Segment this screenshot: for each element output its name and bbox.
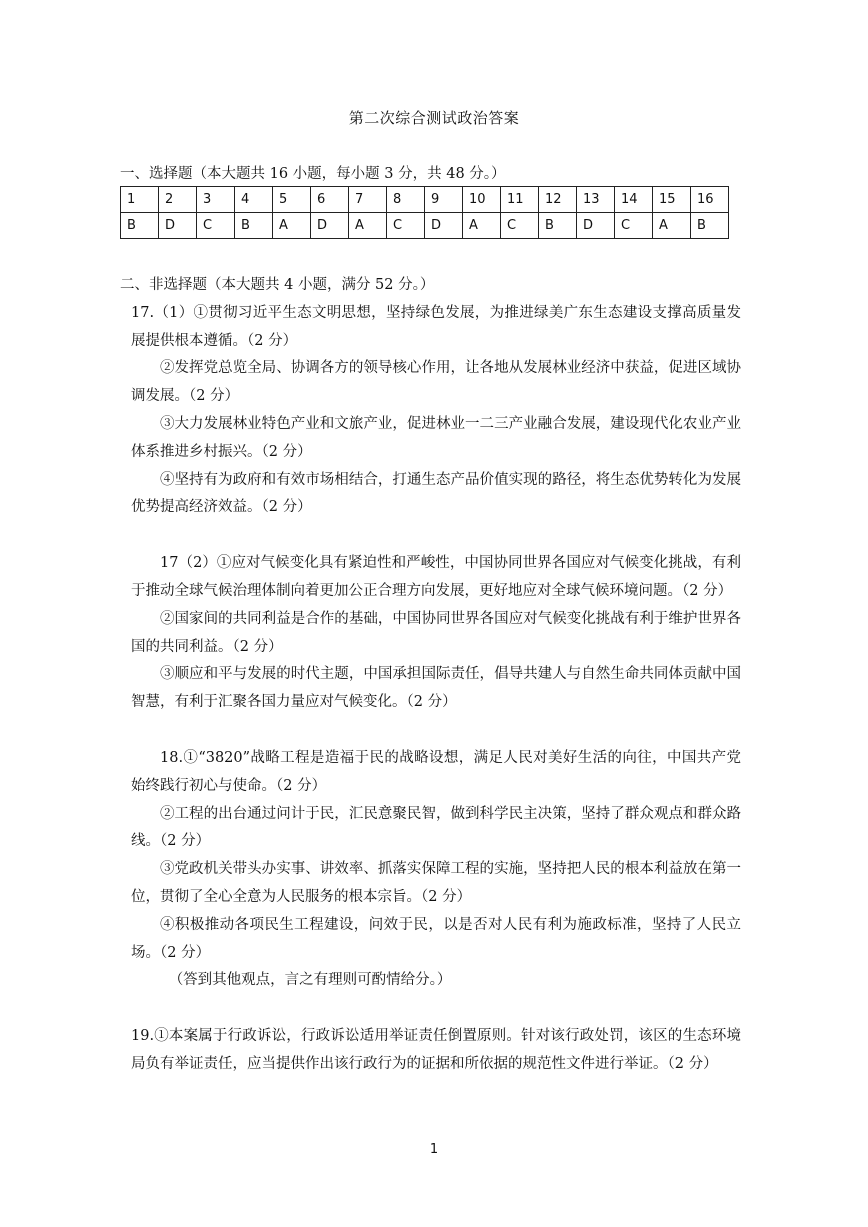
q17-1-paragraph-1: 17.（1）①贯彻习近平生态文明思想，坚持绿色发展，为推进绿美广东生态建设支撑高质量发展提供根本遵循。（2 分） bbox=[131, 304, 741, 349]
q18-paragraph-2: ②工程的出台通过问计于民，汇民意聚民智，做到科学民主决策，坚持了群众观点和群众路线。（2 分） bbox=[131, 805, 741, 850]
answer-cell: A bbox=[463, 213, 501, 239]
q17-2-paragraph-1: 17（2）①应对气候变化具有紧迫性和严峻性，中国协同世界各国应对气候变化挑战，有利于推动全球气候治理体制向着更加公正合理方向发展，更好地应对全球气候环境问题。（2 分） bbox=[131, 555, 741, 599]
answer-cell: D bbox=[159, 213, 197, 239]
q17-1-paragraph-3: ③大力发展林业特色产业和文旅产业，促进林业一二三产业融合发展，建设现代化农业产业体系推进乡村振兴。（2 分） bbox=[131, 415, 741, 460]
question-number-cell: 2 bbox=[159, 187, 197, 213]
question-number-cell: 4 bbox=[235, 187, 273, 213]
answer-table-answer-row bbox=[121, 213, 729, 239]
question-number-cell: 10 bbox=[463, 187, 501, 213]
answer-cell: C bbox=[197, 213, 235, 239]
answer-cell: C bbox=[615, 213, 653, 239]
question-number-cell: 5 bbox=[273, 187, 311, 213]
question-number-cell: 14 bbox=[615, 187, 653, 213]
answer-cell: D bbox=[425, 213, 463, 239]
q17-2-paragraph-3: ③顺应和平与发展的时代主题，中国承担国际责任，倡导共建人与自然生命共同体贡献中国智慧，有利于汇聚各国力量应对气候变化。（2 分） bbox=[131, 666, 741, 711]
page-number: 1 bbox=[429, 1142, 439, 1157]
answer-cell: A bbox=[349, 213, 387, 239]
answer-cell: C bbox=[501, 213, 539, 239]
question-number-cell: 15 bbox=[653, 187, 691, 213]
answer-cell: A bbox=[273, 213, 311, 239]
answer-cell: B bbox=[121, 213, 159, 239]
answer-cell: B bbox=[539, 213, 577, 239]
answer-table-number-row bbox=[121, 187, 729, 213]
answer-cell: D bbox=[311, 213, 349, 239]
answer-cell: D bbox=[577, 213, 615, 239]
question-number-cell: 16 bbox=[691, 187, 729, 213]
question-number-cell: 8 bbox=[387, 187, 425, 213]
question-number-cell: 9 bbox=[425, 187, 463, 213]
answer-table bbox=[120, 186, 729, 239]
question-number-cell: 7 bbox=[349, 187, 387, 213]
section2-heading: 二、非选择题（本大题共 4 小题，满分 52 分。） bbox=[120, 277, 435, 293]
question-number-cell: 13 bbox=[577, 187, 615, 213]
section1-heading: 一、选择题（本大题共 16 小题，每小题 3 分，共 48 分。） bbox=[120, 166, 506, 182]
page-title: 第二次综合测试政治答案 bbox=[348, 109, 520, 127]
q18-paragraph-3: ③党政机关带头办实事、讲效率、抓落实保障工程的实施，坚持把人民的根本利益放在第一位，贯彻了全心全意为人民服务的根本宗旨。（2 分） bbox=[131, 861, 741, 905]
q17-1-paragraph-2: ②发挥党总览全局、协调各方的领导核心作用，让各地从发展林业经济中获益，促进区域协调发展。（2 分） bbox=[131, 360, 741, 405]
answer-content bbox=[120, 272, 741, 1079]
q18-paragraph-4: ④积极推动各项民生工程建设，问效于民，以是否对人民有利为施政标准，坚持了人民立场。（2 分） bbox=[131, 916, 741, 961]
answer-cell: C bbox=[387, 213, 425, 239]
q17-1-paragraph-4: ④坚持有为政府和有效市场相结合，打通生态产品价值实现的路径，将生态优势转化为发展优势提高经济效益。（2 分） bbox=[131, 471, 741, 516]
question-number-cell: 12 bbox=[539, 187, 577, 213]
q17-2-paragraph-2: ②国家间的共同利益是合作的基础，中国协同世界各国应对气候变化挑战有利于维护世界各国的共同利益。（2 分） bbox=[131, 610, 741, 655]
answer-cell: B bbox=[691, 213, 729, 239]
answer-cell: A bbox=[653, 213, 691, 239]
answer-cell: B bbox=[235, 213, 273, 239]
q18-paragraph-1: 18.①“3820”战略工程是造福于民的战略设想，满足人民对美好生活的向往，中国共产党始终践行初心与使命。（2 分） bbox=[131, 749, 741, 794]
question-number-cell: 6 bbox=[311, 187, 349, 213]
question-number-cell: 11 bbox=[501, 187, 539, 213]
q19-paragraph-1: 19.①本案属于行政诉讼，行政诉讼适用举证责任倒置原则。针对该行政处罚，该区的生态环境局负有举证责任，应当提供作出该行政行为的证据和所依据的规范性文件进行举证。（2 分） bbox=[131, 1028, 741, 1072]
q18-note: （答到其他观点，言之有理则可酌情给分。） bbox=[168, 972, 452, 989]
question-number-cell: 1 bbox=[121, 187, 159, 213]
question-number-cell: 3 bbox=[197, 187, 235, 213]
